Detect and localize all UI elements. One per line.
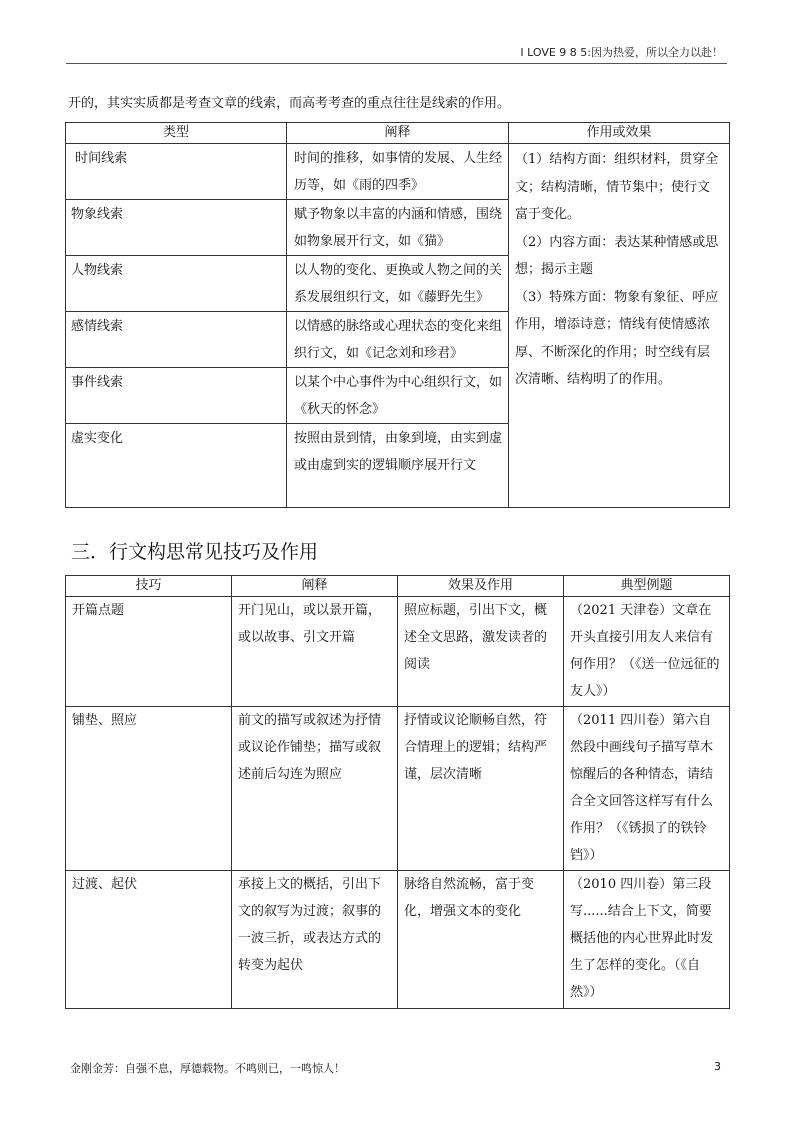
technique-cell: 开篇点题 (66, 597, 232, 707)
clue-effect-text: （1）结构方面：组织材料，贯穿全文；结构清晰，情节集中；使行文富于变化。 （2）内容方面：表达某种情感或思想；揭示主题 （3）特殊方面：物象有象征、呼应作用，增添诗意；情线有使情感浓厚、不断深化的作用；时空线有层次清晰、结构明了的作用。 (515, 152, 719, 387)
clue-desc-cell: 时间的推移，如事情的发展、人生经历等，如《雨的四季》 (287, 144, 509, 200)
clue-type-cell: 感情线索 (66, 312, 287, 368)
table-row (66, 144, 730, 200)
column-header-type: 类型 (66, 123, 287, 144)
table-row (66, 597, 730, 707)
column-header-example: 典型例题 (564, 576, 730, 597)
technique-effect-cell: 脉络自然流畅，富于变化，增强文本的变化 (398, 871, 564, 1009)
clue-type-cell: 物象线索 (66, 200, 287, 256)
footer-motto: 金刚金芳：自强不息，厚德载物。不鸣则已，一鸣惊人！ (70, 1062, 345, 1075)
table-row (66, 871, 730, 1009)
technique-desc-cell: 前文的描写或叙述为抒情或议论作铺垫；描写或叙述前后勾连为照应 (232, 707, 398, 871)
technique-effect-cell: 抒情或议论顺畅自然，符合情理上的逻辑；结构严谨，层次清晰 (398, 707, 564, 871)
clue-desc-cell: 赋予物象以丰富的内涵和情感，围绕如物象展开行文，如《猫》 (287, 200, 509, 256)
table-header-row (66, 576, 730, 597)
column-header-effect: 效果及作用 (398, 576, 564, 597)
technique-desc-cell: 开门见山，或以景开篇，或以故事、引文开篇 (232, 597, 398, 707)
clue-desc-cell: 以某个中心事件为中心组织行文，如《秋天的怀念》 (287, 368, 509, 424)
table-row (66, 707, 730, 871)
clue-desc-cell: 以人物的变化、更换或人物之间的关系发展组织行文，如《藤野先生》 (287, 256, 509, 312)
column-header-explanation: 阐释 (287, 123, 509, 144)
page-number: 3 (714, 1060, 721, 1073)
clue-types-table (65, 122, 730, 508)
column-header-effect: 作用或效果 (509, 123, 730, 144)
intro-paragraph: 开的，其实实质都是考查文章的线索，而高考考查的重点往往是线索的作用。 (68, 96, 511, 111)
technique-example-cell: （2011 四川卷）第六自然段中画线句子描写草木惊醒后的各种情态，请结合全文回答这样写有什么作用？（《锈损了的铁铃铛》） (564, 707, 730, 871)
technique-desc-cell: 承接上文的概括，引出下文的叙写为过渡；叙事的一波三折，或表达方式的转变为起伏 (232, 871, 398, 1009)
technique-example-cell: （2010 四川卷）第三段写......结合上下文，简要概括他的内心世界此时发生了怎样的变化。（《自然》） (564, 871, 730, 1009)
page-header: I LOVE 9 8 5:因为热爱，所以全力以赴！ (520, 46, 723, 59)
column-header-explanation: 阐释 (232, 576, 398, 597)
technique-effect-cell: 照应标题，引出下文，概述全文思路，激发读者的阅读 (398, 597, 564, 707)
technique-example-cell: （2021 天津卷）文章在开头直接引用友人来信有何作用？（《送一位远征的友人》） (564, 597, 730, 707)
clue-type-cell: 虚实变化 (66, 424, 287, 508)
clue-desc-cell: 以情感的脉络或心理状态的变化来组织行文，如《记念刘和珍君》 (287, 312, 509, 368)
clue-type-cell: 人物线索 (66, 256, 287, 312)
section-title: 三．行文构思常见技巧及作用 (71, 541, 319, 563)
table-header-row (66, 123, 730, 144)
clue-effect-cell (509, 144, 730, 508)
technique-cell: 铺垫、照应 (66, 707, 232, 871)
techniques-table (65, 575, 730, 1009)
clue-type-cell: 事件线索 (66, 368, 287, 424)
technique-cell: 过渡、起伏 (66, 871, 232, 1009)
clue-type-cell: 时间线索 (66, 144, 287, 200)
header-rule (66, 63, 727, 64)
clue-desc-cell: 按照由景到情，由象到境，由实到虚或由虚到实的逻辑顺序展开行文 (287, 424, 509, 508)
column-header-technique: 技巧 (66, 576, 232, 597)
